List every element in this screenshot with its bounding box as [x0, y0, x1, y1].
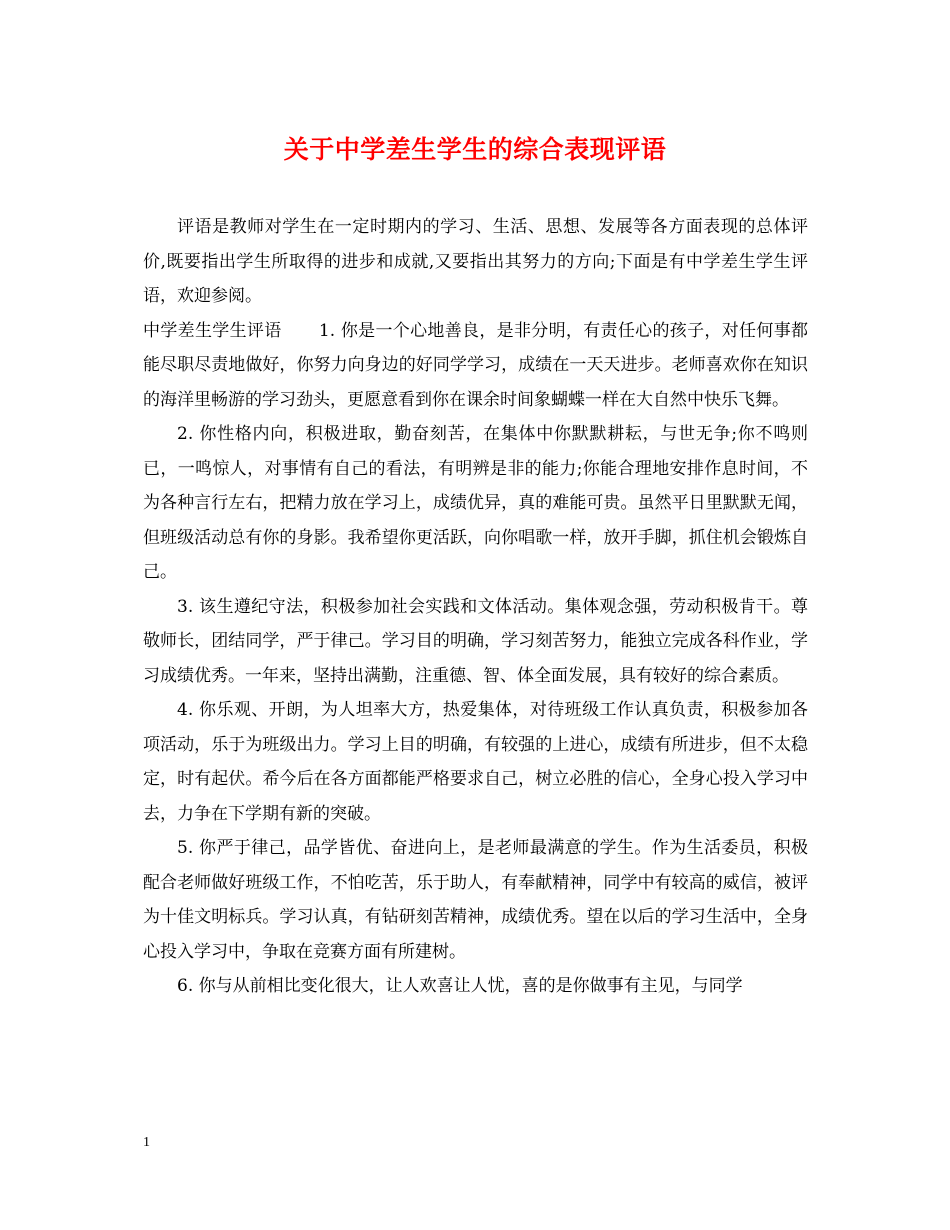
item-paragraph-3: 3. 该生遵纪守法，积极参加社会实践和文体活动。集体观念强，劳动积极肯干。尊敬师长，团结同学，严于律己。学习目的明确，学习刻苦努力，能独立完成各科作业，学习成绩优秀。一年来，坚持出满勤，注重德、智、体全面发展，具有较好的综合素质。 — [143, 596, 808, 686]
item-paragraph-6: 6. 你与从前相比变化很大，让人欢喜让人忧，喜的是你做事有主见，与同学 — [177, 976, 743, 996]
item-paragraph-2: 2. 你性格内向，积极进取，勤奋刻苦，在集体中你默默耕耘，与世无争;你不鸣则已，一鸣惊人，对事情有自己的看法，有明辨是非的能力;你能合理地安排作息时间，不为各种言行左右，把精力放在学习上，成绩优异，真的难能可贵。虽然平日里默默无闻，但班级活动总有你的身影。我希望你更活跃，向你唱歌一样，放开手脚，抓住机会锻炼自己。 — [143, 424, 808, 582]
intro-paragraph: 评语是教师对学生在一定时期内的学习、生活、思想、发展等各方面表现的总体评价,既要指出学生所取得的进步和成就,又要指出其努力的方向;下面是有中学差生学生评语，欢迎参阅。 — [143, 217, 808, 306]
item-text-1: 1. 你是一个心地善良，是非分明，有责任心的孩子，对任何事都能尽职尽责地做好，你努力向身边的好同学学习，成绩在一天天进步。老师喜欢你在知识的海洋里畅游的学习劲头，更愿意看到你在课余时间象蝴蝶一样在大自然中快乐飞舞。 — [143, 320, 809, 410]
item-paragraph-4: 4. 你乐观、开朗，为人坦率大方，热爱集体，对待班级工作认真负责，积极参加各项活动，乐于为班级出力。学习上目的明确，有较强的上进心，成绩有所进步，但不太稳定，时有起伏。希今后在各方面都能严格要求自己，树立必胜的信心，全身心投入学习中去，力争在下学期有新的突破。 — [143, 700, 808, 824]
item-paragraph-5: 5. 你严于律己，品学皆优、奋进向上，是老师最满意的学生。作为生活委员，积极配合老师做好班级工作，不怕吃苦，乐于助人，有奉献精神，同学中有较高的威信，被评为十佳文明标兵。学习认真，有钻研刻苦精神，成绩优秀。望在以后的学习生活中，全身心投入学习中，争取在竞赛方面有所建树。 — [143, 838, 808, 962]
section-label: 中学差生学生评语 — [143, 320, 282, 341]
document-title: 关于中学差生学生的综合表现评语 — [283, 135, 667, 164]
document-body — [143, 210, 808, 1004]
item-paragraph-1 — [143, 314, 808, 418]
page-number: 1 — [143, 1135, 150, 1150]
